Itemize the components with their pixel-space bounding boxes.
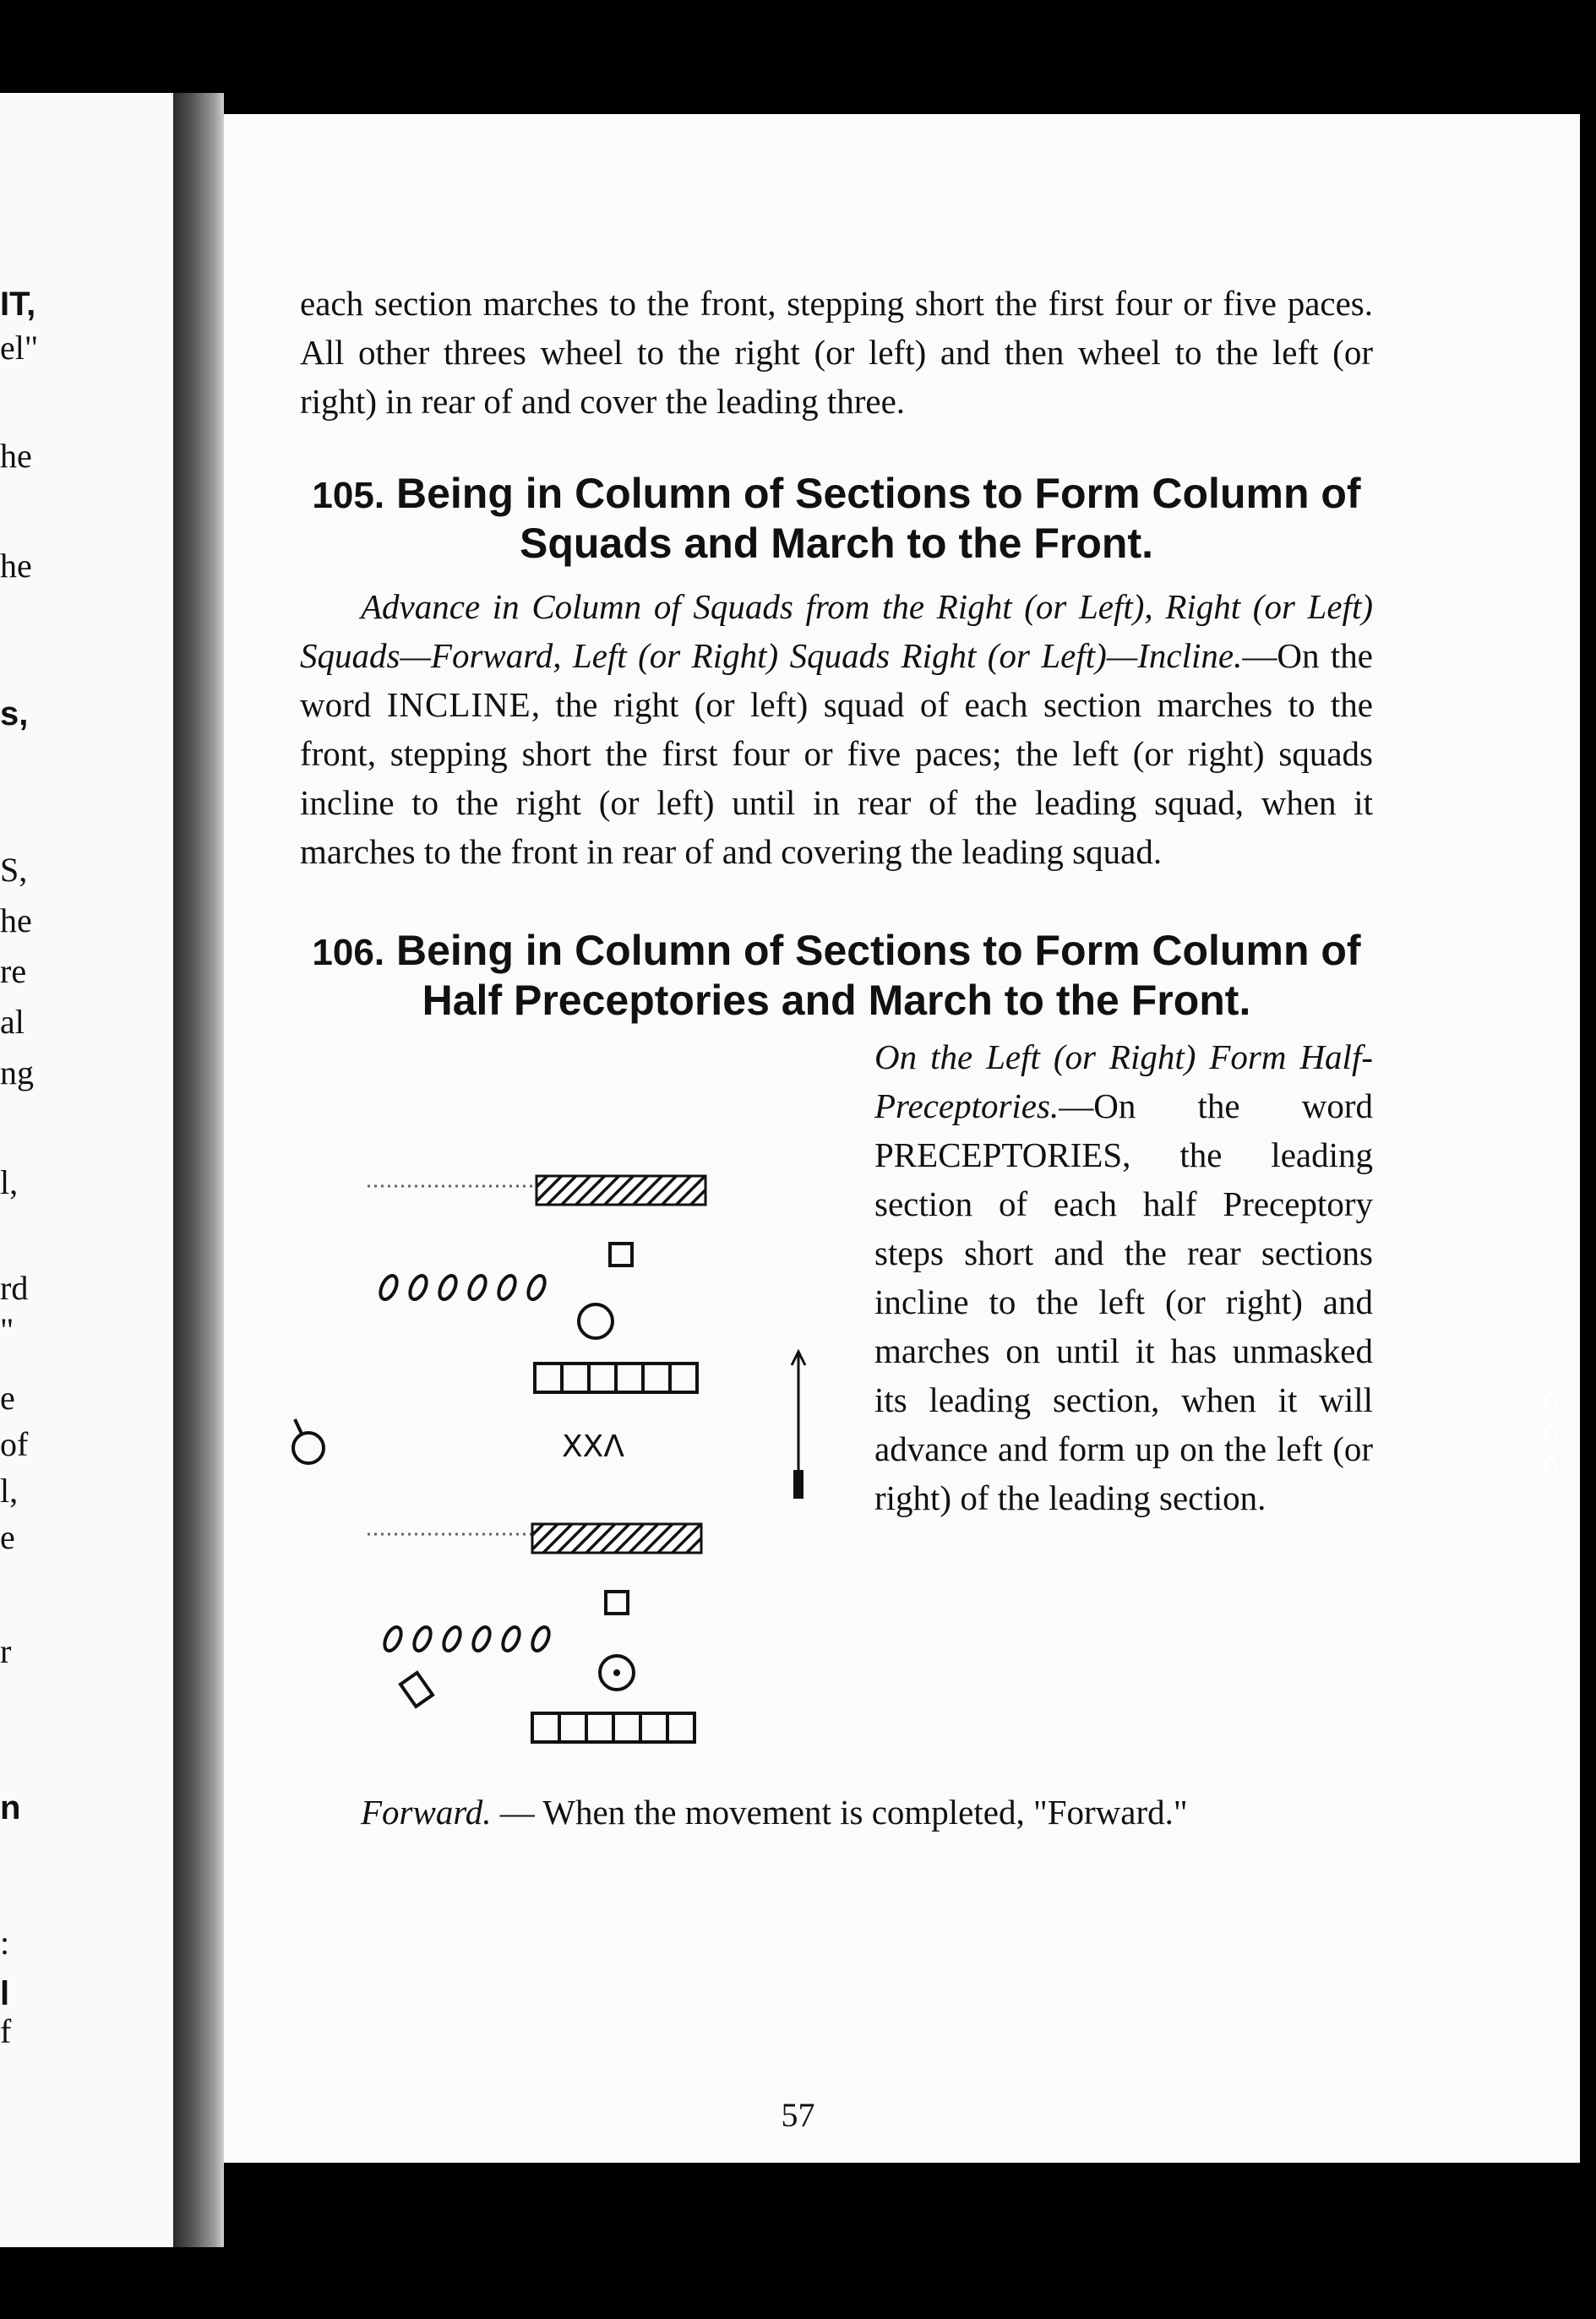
- facing-fragment: IT,: [0, 286, 36, 323]
- formation-diagram: [283, 1108, 858, 1750]
- hatched-rank: [532, 1524, 701, 1553]
- facing-fragment: he: [0, 437, 32, 475]
- hatched-rank: [537, 1176, 705, 1205]
- figure-row: [300, 1032, 1373, 1776]
- section-title: Being in Column of Sections to Form Column of Half Preceptories and March to the Front.: [395, 927, 1361, 1024]
- section-105-heading: [300, 470, 1373, 567]
- facing-fragment: re: [0, 952, 27, 990]
- box-rank: [532, 1713, 695, 1742]
- page-content: [300, 279, 1373, 1837]
- page-edge-marks: [1533, 1377, 1567, 1512]
- facing-fragment: e: [0, 1518, 15, 1556]
- facing-fragment: r: [0, 1632, 12, 1670]
- facing-fragment: l,: [0, 1163, 19, 1201]
- command-word: INCLINE: [386, 685, 531, 724]
- officer-circle-dot: [600, 1656, 634, 1690]
- oval-row: [377, 1273, 547, 1302]
- book-gutter-shadow: [173, 93, 224, 2247]
- facing-fragment: he: [0, 901, 32, 939]
- facing-fragment: f: [0, 2012, 12, 2050]
- facing-fragment: ng: [0, 1053, 34, 1091]
- section-106-paragraph: [874, 1032, 1373, 1522]
- section-105-paragraph: [300, 582, 1373, 876]
- box-rank: [535, 1364, 697, 1392]
- marker-label: XXΛ: [562, 1429, 624, 1464]
- section-106-heading: [300, 927, 1373, 1024]
- body-text: , the right (or left) squad of each section marches to the front, stepping short the first four or five paces; the left (or right) squads incline to the right (or left) until in rear of the leading squad, when it marches to the front in rear of and covering the leading squad.: [300, 685, 1374, 871]
- small-square: [606, 1592, 628, 1614]
- body-text: , the leading section of each half Preceptory steps short and the rear sections incline to the left (or right) and marches on until it has unmasked its leading section, when it will advance and form up on the left (or right) of the leading section.: [874, 1135, 1373, 1517]
- tilted-square: [400, 1673, 433, 1707]
- facing-fragment: of: [0, 1425, 29, 1463]
- oval-row: [381, 1625, 552, 1653]
- facing-fragment: s,: [0, 695, 29, 732]
- section-number: 105.: [312, 475, 385, 516]
- intro-paragraph: each section marches to the front, stepping short the first four or five paces. All other threes wheel to the right (or left) and then wheel to the left (or right) in rear of and cover the leading three.: [300, 284, 1373, 421]
- facing-fragment: e: [0, 1379, 15, 1417]
- command-word: PRECEPTORIES: [874, 1135, 1123, 1174]
- body-text: —On the word: [300, 636, 1373, 724]
- drill-command: Forward.: [361, 1793, 492, 1832]
- facing-fragment: l,: [0, 1472, 19, 1510]
- facing-fragment: al: [0, 1003, 25, 1041]
- facing-fragment: rd: [0, 1269, 29, 1307]
- facing-page: [0, 93, 173, 2247]
- body-text: —On the word: [1059, 1086, 1373, 1125]
- section-number: 106.: [312, 932, 385, 973]
- facing-fragment: he: [0, 547, 32, 585]
- forward-paragraph: [300, 1788, 1373, 1837]
- page-number: 57: [781, 2096, 815, 2134]
- direction-arrow: [792, 1352, 805, 1499]
- facing-fragment: :: [0, 1924, 10, 1962]
- facing-fragment: S,: [0, 851, 28, 889]
- facing-fragment: n: [0, 1789, 21, 1826]
- drill-command: On the Left (or Right) Form Half-Preceptories.: [874, 1037, 1373, 1125]
- facing-fragment: el": [0, 329, 39, 367]
- small-square: [610, 1244, 632, 1266]
- commander-symbol: [293, 1419, 324, 1463]
- section-title: Being in Column of Sections to Form Column of Squads and March to the Front.: [395, 470, 1361, 567]
- officer-circle: [579, 1304, 613, 1338]
- facing-fragment: ": [0, 1311, 14, 1349]
- body-text: — When the movement is completed, "Forward.": [499, 1793, 1188, 1832]
- facing-fragment: l: [0, 1975, 10, 2012]
- drill-command: Advance in Column of Squads from the Right (or Left), Right (or Left) Squads—Forward, Left (or Right) Squads Right (or Left)—Incline.: [300, 587, 1373, 675]
